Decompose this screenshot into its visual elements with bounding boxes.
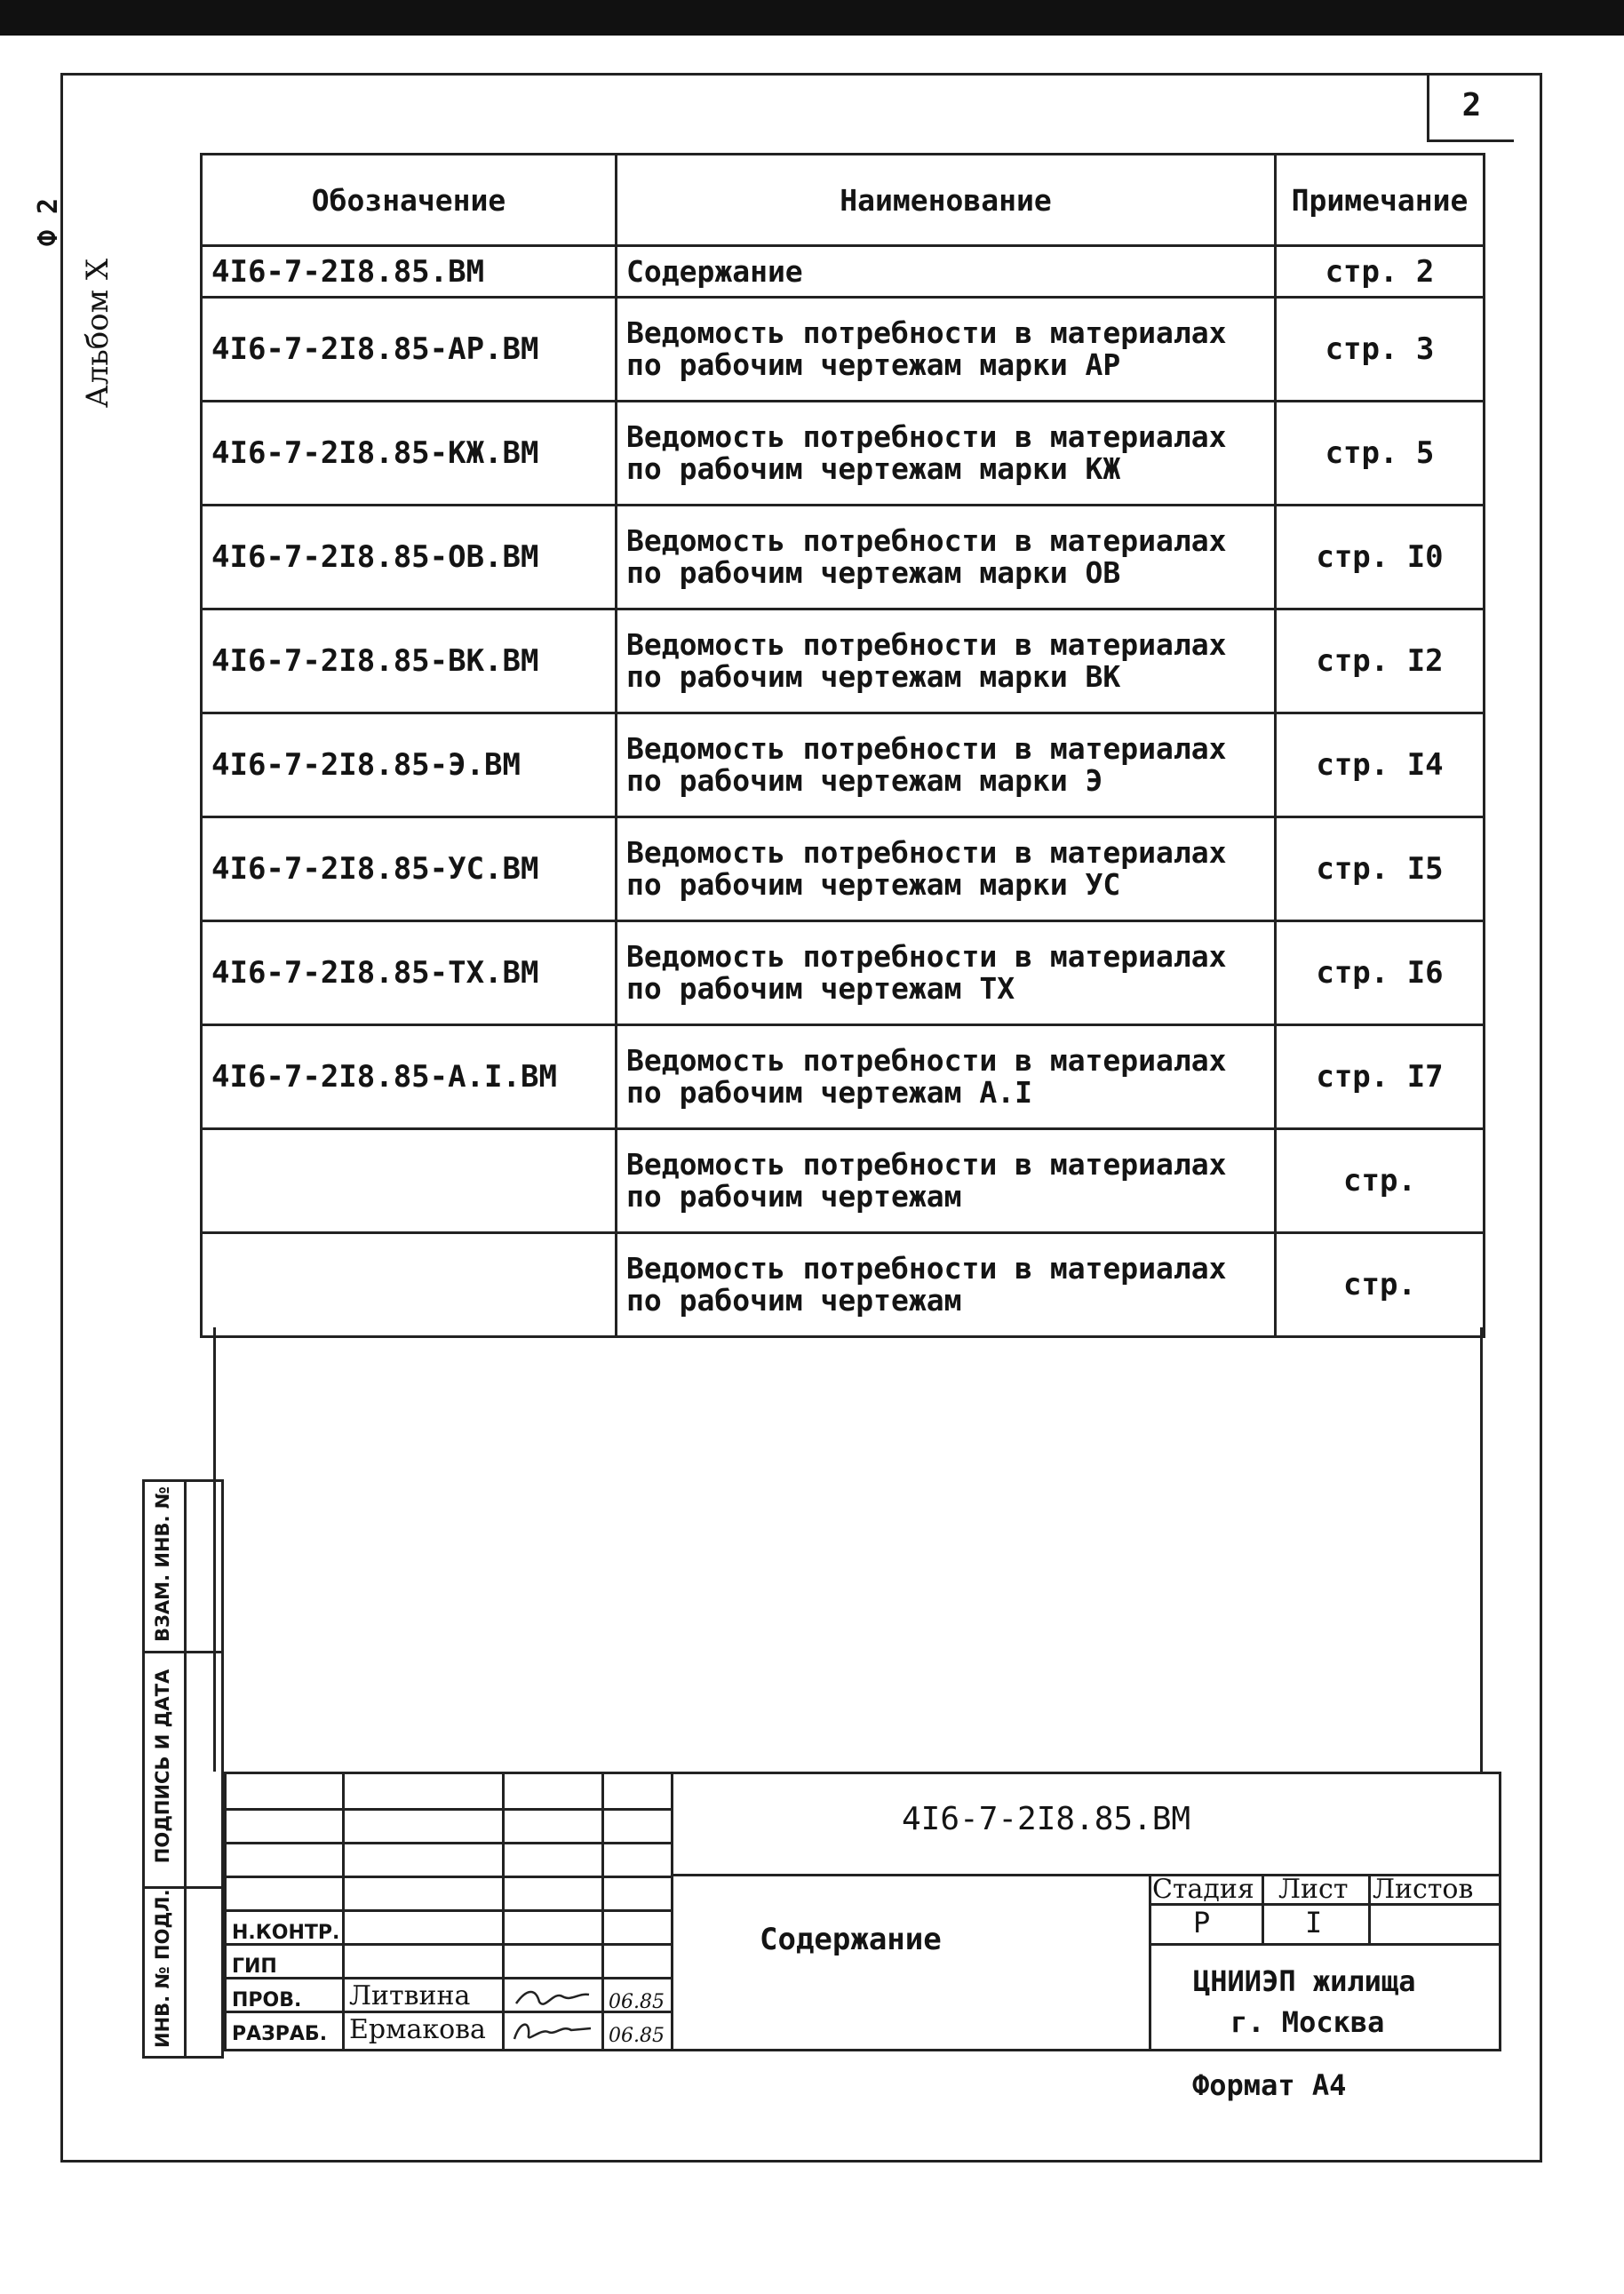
row-note: стр. I2 bbox=[1276, 609, 1485, 713]
table-row bbox=[202, 609, 1485, 713]
role-razrab: РАЗРАБ. bbox=[232, 2023, 328, 2045]
razrab-name: Ермакова bbox=[349, 2014, 486, 2045]
row-note: стр. bbox=[1276, 1129, 1485, 1233]
row-name-line1: Ведомость потребности в материалах bbox=[626, 1043, 1227, 1078]
row-note: стр. 3 bbox=[1276, 298, 1485, 402]
org-line2: г. Москва bbox=[1230, 2005, 1385, 2039]
table-row bbox=[202, 1233, 1485, 1337]
row-note: стр. I4 bbox=[1276, 713, 1485, 817]
sheet-number: 2 bbox=[1427, 73, 1514, 142]
row-name-line1: Ведомость потребности в материалах bbox=[626, 627, 1227, 662]
album-label: Альбом X bbox=[80, 258, 115, 409]
row-name-line2: по рабочим чертежам марки АР bbox=[626, 347, 1121, 382]
row-name bbox=[617, 1025, 1276, 1129]
row-name bbox=[617, 298, 1276, 402]
row-designation: 4I6-7-2I8.85-КЖ.ВМ bbox=[202, 402, 617, 506]
row-name-line1: Ведомость потребности в материалах bbox=[626, 1147, 1227, 1182]
stage-label: Стадия bbox=[1152, 1874, 1254, 1905]
format-label: Формат А4 bbox=[1192, 2068, 1347, 2102]
row-note: стр. bbox=[1276, 1233, 1485, 1337]
row-name bbox=[617, 402, 1276, 506]
sheets-label: Листов bbox=[1373, 1874, 1474, 1905]
header-name: Наименование bbox=[617, 155, 1276, 246]
row-name bbox=[617, 1129, 1276, 1233]
form-code-label: Ф 2 bbox=[33, 197, 64, 247]
role-gip: ГИП bbox=[232, 1955, 277, 1978]
row-name-line1: Ведомость потребности в материалах bbox=[626, 939, 1227, 974]
row-note: стр. 5 bbox=[1276, 402, 1485, 506]
row-name-line1: Ведомость потребности в материалах bbox=[626, 315, 1227, 350]
row-name-line2: по рабочим чертежам марки ВК bbox=[626, 659, 1121, 694]
row-name-line1: Ведомость потребности в материалах bbox=[626, 419, 1227, 454]
empty-table-area bbox=[213, 1327, 1483, 1772]
row-name-line2: по рабочим чертежам bbox=[626, 1283, 962, 1318]
side-stamp bbox=[142, 1479, 224, 2059]
row-designation: 4I6-7-2I8.85-ОВ.ВМ bbox=[202, 506, 617, 609]
razrab-signature bbox=[509, 2016, 596, 2046]
doc-code: 4I6-7-2I8.85.ВМ bbox=[902, 1801, 1191, 1837]
row-name-line1: Ведомость потребности в материалах bbox=[626, 523, 1227, 558]
row-designation: 4I6-7-2I8.85.ВМ bbox=[202, 246, 617, 298]
table-row bbox=[202, 817, 1485, 921]
row-name-line2: по рабочим чертежам марки КЖ bbox=[626, 451, 1121, 486]
row-designation: 4I6-7-2I8.85-УС.ВМ bbox=[202, 817, 617, 921]
sheet-label: Лист bbox=[1278, 1874, 1349, 1905]
row-designation: 4I6-7-2I8.85-Э.ВМ bbox=[202, 713, 617, 817]
row-note: стр. 2 bbox=[1276, 246, 1485, 298]
table-row bbox=[202, 402, 1485, 506]
sheet-value: I bbox=[1305, 1906, 1323, 1940]
table-row bbox=[202, 713, 1485, 817]
row-designation: 4I6-7-2I8.85-ВК.ВМ bbox=[202, 609, 617, 713]
vzam-inv-label: ВЗАМ. ИНВ. № bbox=[152, 1486, 173, 1642]
contents-table bbox=[200, 153, 1485, 1338]
row-name-line1: Ведомость потребности в материалах bbox=[626, 835, 1227, 870]
row-name-line2: по рабочим чертежам bbox=[626, 1179, 962, 1214]
table-row bbox=[202, 921, 1485, 1025]
row-name-line2: по рабочим чертежам марки ОВ bbox=[626, 555, 1121, 590]
org-line1: ЦНИИЭП жилища bbox=[1193, 1964, 1416, 1998]
table-header-row bbox=[202, 155, 1485, 246]
role-prov: ПРОВ. bbox=[232, 1989, 302, 2011]
header-note: Примечание bbox=[1276, 155, 1485, 246]
table-row bbox=[202, 1025, 1485, 1129]
row-note: стр. I6 bbox=[1276, 921, 1485, 1025]
row-note: стр. I5 bbox=[1276, 817, 1485, 921]
doc-title: Содержание bbox=[760, 1922, 942, 1957]
row-note: стр. I0 bbox=[1276, 506, 1485, 609]
table-row bbox=[202, 506, 1485, 609]
row-name-line2: по рабочим чертежам ТХ bbox=[626, 971, 1015, 1006]
row-name bbox=[617, 817, 1276, 921]
row-note: стр. I7 bbox=[1276, 1025, 1485, 1129]
row-designation bbox=[202, 1129, 617, 1233]
title-block bbox=[224, 1772, 1501, 2051]
row-designation bbox=[202, 1233, 617, 1337]
row-designation: 4I6-7-2I8.85-ТХ.ВМ bbox=[202, 921, 617, 1025]
row-name bbox=[617, 921, 1276, 1025]
table-row bbox=[202, 246, 1485, 298]
row-name-line1: Содержание bbox=[626, 253, 803, 289]
row-designation: 4I6-7-2I8.85-А.I.ВМ bbox=[202, 1025, 617, 1129]
header-designation: Обозначение bbox=[202, 155, 617, 246]
row-name bbox=[617, 713, 1276, 817]
prov-signature bbox=[509, 1984, 596, 2011]
table-row bbox=[202, 298, 1485, 402]
prov-name: Литвина bbox=[349, 1980, 471, 2011]
row-name bbox=[617, 246, 1276, 298]
inv-podl-label: ИНВ. № ПОДЛ. bbox=[152, 1889, 173, 2048]
role-n-kontr: Н.КОНТР. bbox=[232, 1922, 340, 1944]
row-name-line1: Ведомость потребности в материалах bbox=[626, 731, 1227, 766]
row-name bbox=[617, 609, 1276, 713]
row-name-line2: по рабочим чертежам марки Э bbox=[626, 763, 1103, 798]
razrab-date: 06.85 bbox=[609, 2025, 665, 2047]
stage-value: Р bbox=[1193, 1906, 1211, 1940]
podpis-data-label: ПОДПИСЬ И ДАТА bbox=[152, 1669, 173, 1864]
table-row bbox=[202, 1129, 1485, 1233]
scan-edge bbox=[0, 0, 1624, 36]
row-name bbox=[617, 1233, 1276, 1337]
row-name-line2: по рабочим чертежам А.I bbox=[626, 1075, 1032, 1110]
row-designation: 4I6-7-2I8.85-АР.ВМ bbox=[202, 298, 617, 402]
prov-date: 06.85 bbox=[609, 1991, 665, 2013]
row-name-line1: Ведомость потребности в материалах bbox=[626, 1251, 1227, 1286]
row-name bbox=[617, 506, 1276, 609]
row-name-line2: по рабочим чертежам марки УС bbox=[626, 867, 1121, 902]
